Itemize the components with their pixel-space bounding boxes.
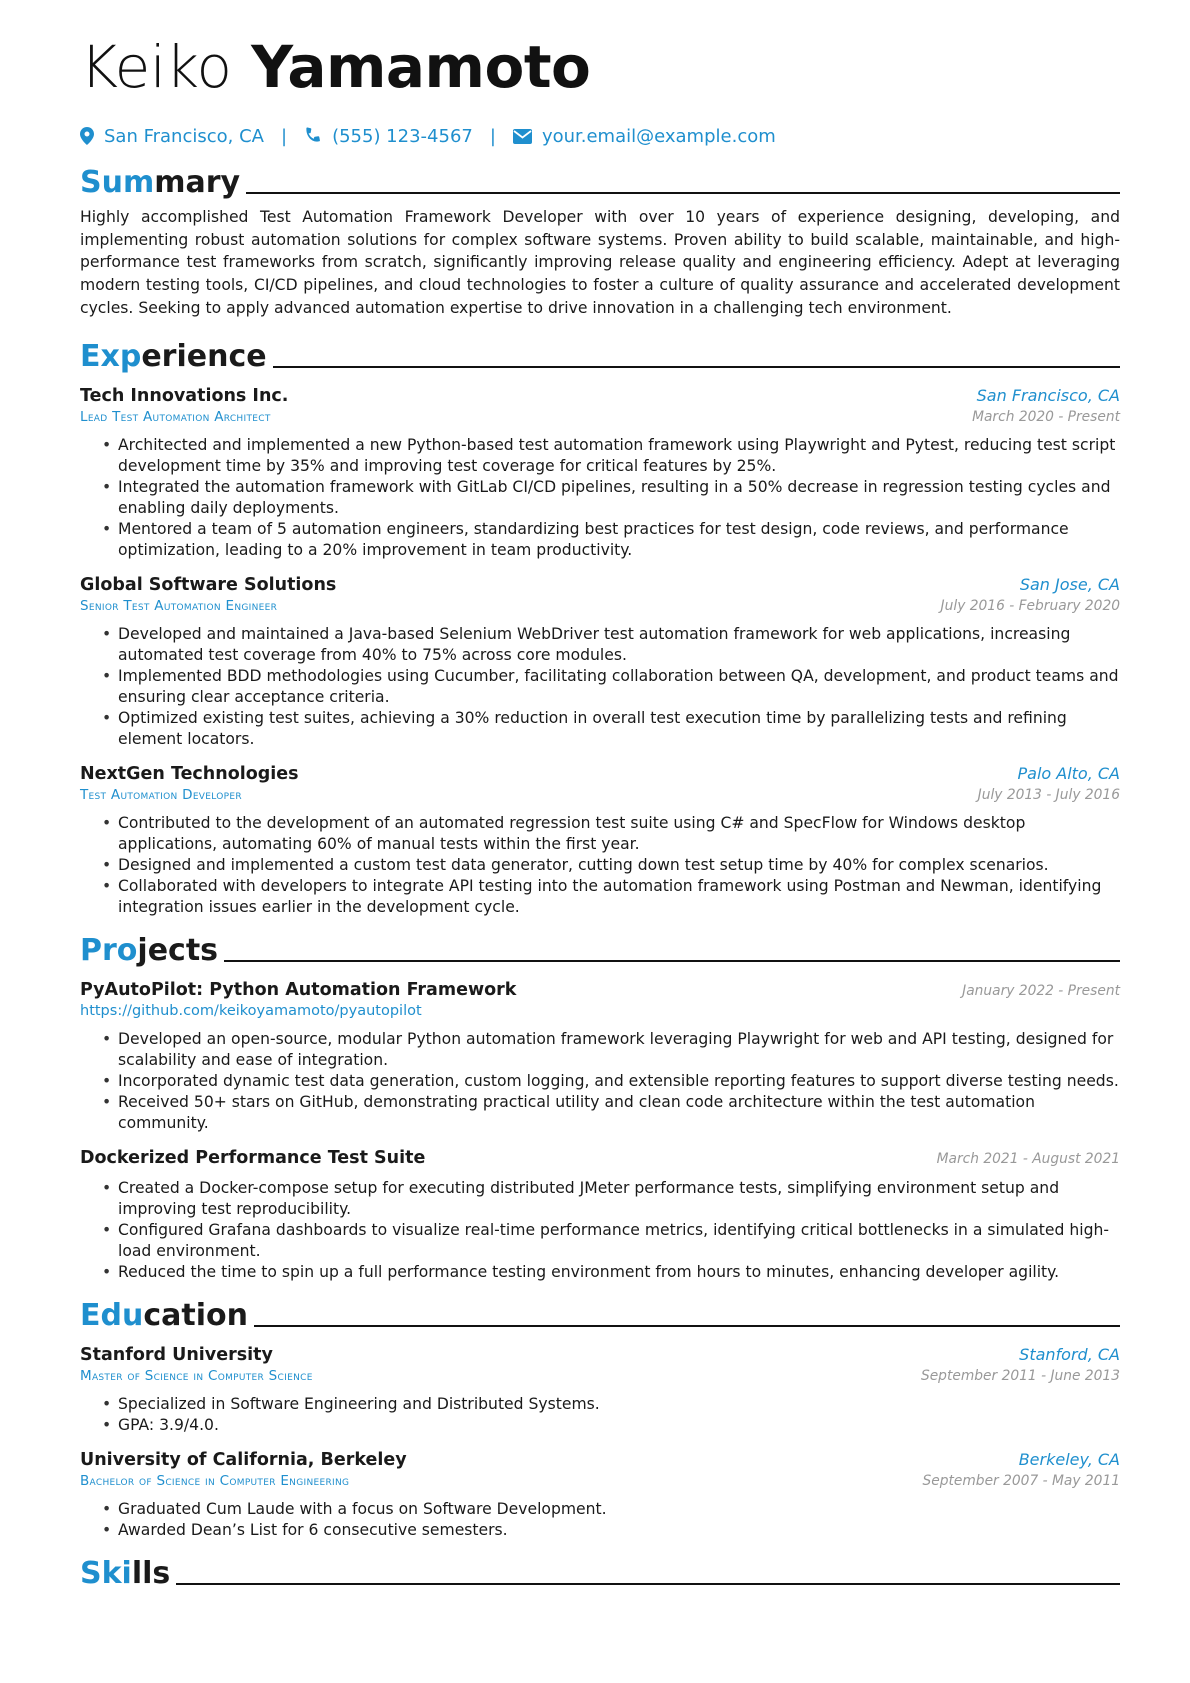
candidate-name: [80, 33, 1120, 101]
summary-text: Highly accomplished Test Automation Framework Developer with over 10 years of experience designing, developing, and implementing robust automation solutions for complex software systems. Proven ability to build scalable, maintainable, and high-performance test frameworks from scratch, significantly improving release quality and engineering efficiency. Adept at leveraging modern testing tools, CI/CD pipelines, and cloud technologies to foster a culture of quality assurance and accelerated development cycles. Seeking to apply advanced automation expertise to drive innovation in a challenging tech environment.: [80, 208, 1120, 317]
last-name: Yamamoto: [251, 33, 591, 101]
first-name: Keiko: [80, 33, 232, 101]
bullet-list: [80, 1178, 1120, 1283]
contact-phone[interactable]: [304, 126, 473, 147]
experience-entry: [80, 764, 1120, 918]
section-title-rest: lls: [131, 1555, 171, 1591]
section-rule: [176, 1583, 1120, 1585]
section-title-experience: [80, 336, 1120, 372]
experience-entry: [80, 386, 1120, 561]
contact-separator: |: [280, 125, 288, 147]
bullet-item: • Awarded Dean’s List for 6 consecutive semesters.: [80, 1520, 1120, 1541]
project-link[interactable]: https://github.com/keikoyamamoto/pyautopilot: [80, 1002, 422, 1019]
email-text: your.email@example.com: [541, 125, 776, 147]
job-title: Test Automation Developer: [80, 786, 242, 803]
bullet-item: • Graduated Cum Laude with a focus on Software Development.: [80, 1499, 1120, 1520]
bullet-item: • Integrated the automation framework with GitLab CI/CD pipelines, resulting in a 50% decrease in regression testing cycles and enabling daily deployments.: [80, 477, 1120, 519]
phone-text: (555) 123-4567: [332, 125, 473, 147]
bullet-item: • Received 50+ stars on GitHub, demonstrating practical utility and clean code architecture within the test automation community.: [80, 1092, 1120, 1134]
entry-location: Palo Alto, CA: [1017, 763, 1120, 783]
section-title-accent: Exp: [80, 338, 142, 374]
bullet-item: • GPA: 3.9/4.0.: [80, 1415, 1120, 1436]
envelope-icon: [513, 129, 532, 144]
section-rule: [224, 960, 1120, 962]
bullet-item: • Developed an open-source, modular Python automation framework leveraging Playwright for web and API testing, designed for scalability and ease of integration.: [80, 1029, 1120, 1071]
section-title-rest: jects: [137, 932, 219, 968]
bullet-item: • Created a Docker-compose setup for executing distributed JMeter performance tests, simplifying environment setup and improving test reproducibility.: [80, 1178, 1120, 1220]
bullet-item: • Architected and implemented a new Python-based test automation framework using Playwright and Pytest, reducing test script development time by 35% and improving test coverage for critical features by 25%.: [80, 435, 1120, 477]
project-title: Dockerized Performance Test Suite: [80, 1147, 426, 1168]
school-name: University of California, Berkeley: [80, 1449, 407, 1470]
education-entry: [80, 1450, 1120, 1541]
bullet-item: • Mentored a team of 5 automation engineers, standardizing best practices for test design, code reviews, and performance optimization, leading to a 20% improvement in team productivity.: [80, 519, 1120, 561]
bullet-item: • Collaborated with developers to integrate API testing into the automation framework using Postman and Newman, identifying integration issues earlier in the development cycle.: [80, 876, 1120, 918]
section-title-accent: Sum: [80, 165, 155, 200]
bullet-item: • Developed and maintained a Java-based Selenium WebDriver test automation framework for web applications, increasing automated test coverage from 40% to 75% across core modules.: [80, 624, 1120, 666]
bullet-item: • Optimized existing test suites, achieving a 30% reduction in overall test execution time by parallelizing tests and refining element locators.: [80, 708, 1120, 750]
bullet-item: • Designed and implemented a custom test data generator, cutting down test setup time by 40% for complex scenarios.: [80, 855, 1120, 876]
entry-dates: January 2022 - Present: [962, 982, 1120, 999]
entry-location: San Jose, CA: [1019, 574, 1120, 594]
bullet-list: [80, 1499, 1120, 1541]
school-name: Stanford University: [80, 1344, 273, 1365]
contact-location: [80, 126, 264, 147]
entry-location: Stanford, CA: [1019, 1344, 1120, 1364]
section-title-accent: Edu: [80, 1297, 144, 1333]
bullet-item: • Configured Grafana dashboards to visualize real-time performance metrics, identifying critical bottlenecks in a simulated high-load environment.: [80, 1220, 1120, 1262]
entry-dates: July 2016 - February 2020: [940, 597, 1120, 614]
degree-title: Bachelor of Science in Computer Engineering: [80, 1472, 350, 1489]
company-name: Tech Innovations Inc.: [80, 385, 289, 406]
entry-dates: September 2011 - June 2013: [920, 1367, 1120, 1384]
bullet-list: [80, 813, 1120, 918]
degree-title: Master of Science in Computer Science: [80, 1367, 313, 1384]
experience-entry: [80, 575, 1120, 750]
section-title-summary: [80, 162, 1120, 198]
project-entry: [80, 980, 1120, 1134]
section-title-accent: Ski: [80, 1555, 132, 1591]
section-rule: [246, 192, 1120, 194]
location-text: San Francisco, CA: [104, 125, 264, 147]
entry-location: Berkeley, CA: [1018, 1449, 1120, 1469]
section-title-skills: [80, 1553, 1120, 1589]
section-title-accent: Pro: [80, 932, 138, 968]
section-title-rest: mary: [154, 165, 241, 200]
contact-bar: [80, 124, 1120, 148]
project-title: PyAutoPilot: Python Automation Framework: [80, 979, 517, 1000]
bullet-item: • Contributed to the development of an automated regression test suite using C# and SpecFlow for Windows desktop applications, automating 60% of manual tests within the first year.: [80, 813, 1120, 855]
bullet-item: • Implemented BDD methodologies using Cucumber, facilitating collaboration between QA, development, and product teams and ensuring clear acceptance criteria.: [80, 666, 1120, 708]
section-title-education: [80, 1295, 1120, 1331]
company-name: NextGen Technologies: [80, 763, 299, 784]
job-title: Senior Test Automation Engineer: [80, 597, 278, 614]
company-name: Global Software Solutions: [80, 574, 337, 595]
entry-location: San Francisco, CA: [976, 385, 1120, 405]
job-title: Lead Test Automation Architect: [80, 408, 271, 425]
project-entry: [80, 1148, 1120, 1283]
entry-dates: July 2013 - July 2016: [977, 786, 1120, 803]
section-title-rest: cation: [143, 1297, 248, 1333]
section-title-rest: erience: [141, 338, 267, 374]
bullet-list: [80, 1029, 1120, 1134]
resume-page: [80, 33, 1120, 1591]
section-rule: [254, 1325, 1120, 1327]
bullet-item: • Specialized in Software Engineering and Distributed Systems.: [80, 1394, 1120, 1415]
section-rule: [273, 366, 1120, 368]
bullet-item: • Reduced the time to spin up a full performance testing environment from hours to minutes, enhancing developer agility.: [80, 1262, 1120, 1283]
entry-dates: March 2020 - Present: [972, 408, 1120, 425]
map-marker-icon: [80, 127, 94, 145]
bullet-list: [80, 624, 1120, 750]
bullet-item: • Incorporated dynamic test data generation, custom logging, and extensible reporting features to support diverse testing needs.: [80, 1071, 1120, 1092]
contact-email[interactable]: [513, 126, 776, 147]
bullet-list: [80, 1394, 1120, 1436]
section-title-projects: [80, 930, 1120, 966]
phone-icon: [304, 127, 322, 145]
entry-dates: September 2007 - May 2011: [922, 1472, 1120, 1489]
education-entry: [80, 1345, 1120, 1436]
contact-separator: |: [489, 125, 496, 147]
entry-dates: March 2021 - August 2021: [936, 1150, 1120, 1167]
bullet-list: [80, 435, 1120, 561]
